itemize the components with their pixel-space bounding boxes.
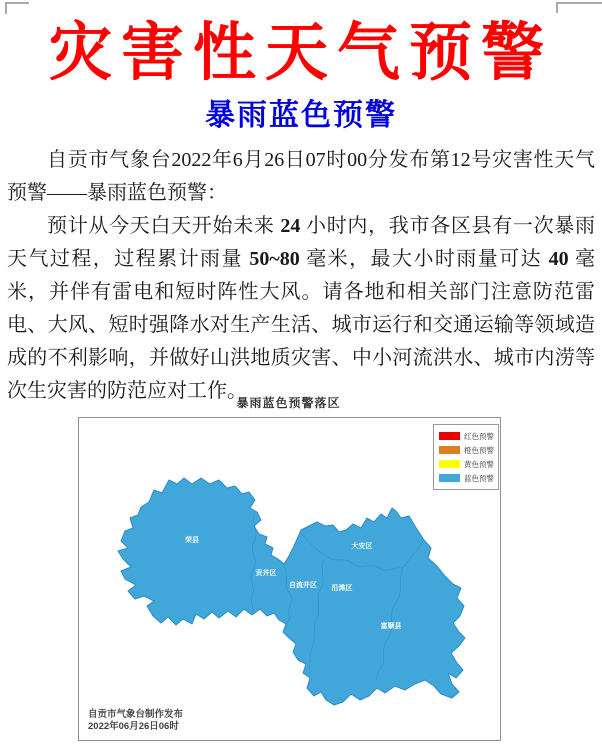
paragraph-issue-statement: 自贡市气象台2022年6月26日07时00分发布第12号灾害性天气预警——暴雨蓝色预警：: [7, 149, 595, 204]
map-legend: [433, 424, 499, 490]
region-label-rongxian: 荣县: [185, 537, 199, 544]
region-label-yantan: 沿滩区: [331, 585, 353, 592]
region-label-fushun: 富顺县: [380, 623, 402, 630]
run-text: 毫米，最大小时雨量可达: [299, 248, 549, 270]
legend-row-yellow: [439, 457, 498, 471]
value-rainfall-range: 50~80: [249, 248, 300, 270]
red-warning-swatch: [439, 432, 460, 440]
legend-row-blue: [439, 471, 498, 485]
legend-label: 红色预警: [464, 431, 494, 441]
legend-row-orange: [439, 443, 498, 457]
run-text: 预计从今天白天开始未来: [47, 215, 281, 237]
page-title: 灾害性天气预警: [49, 18, 553, 88]
legend-row-red: [439, 429, 498, 443]
region-label-ziliujing: 自流井区: [289, 582, 317, 589]
map-figure-title: 暴雨蓝色预警落区: [236, 396, 341, 410]
attribution-publisher: 自贡市气象台制作发布: [88, 709, 184, 720]
run-text: 小时内，我市各区县有一次暴雨天气过程，过程累计雨量: [7, 215, 596, 270]
region-label-gongjing: 贡井区: [255, 570, 277, 577]
region-label-daan: 大安区: [351, 543, 373, 550]
orange-warning-swatch: [439, 446, 460, 454]
attribution-datetime: 2022年06月26日06时: [88, 720, 179, 732]
legend-label: 黄色预警: [464, 459, 494, 469]
legend-label: 橙色预警: [464, 445, 494, 455]
yellow-warning-swatch: [439, 460, 460, 468]
warning-subtitle: 暴雨蓝色预警: [205, 99, 397, 132]
value-hours: 24: [280, 215, 301, 237]
warning-area-map: [78, 417, 501, 741]
blue-warning-swatch: [439, 474, 460, 482]
run-text: 毫米，并伴有雷电和短时阵性大风。请各地和相关部门注意防范雷电、大风、短时强降水对生产生活、城市运行和交通运输等领域造成的不利影响，并做好山洪地质灾害、中小河流洪水、城市内涝等次生灾害的防范应对工作。: [7, 248, 596, 402]
value-max-hourly: 40: [548, 248, 569, 270]
map-attribution: [88, 709, 183, 732]
legend-label: 蓝色预警: [464, 473, 494, 483]
paragraph-forecast-detail: [7, 210, 595, 408]
zigong-city-shape: [118, 478, 465, 705]
warning-body: [7, 144, 595, 408]
